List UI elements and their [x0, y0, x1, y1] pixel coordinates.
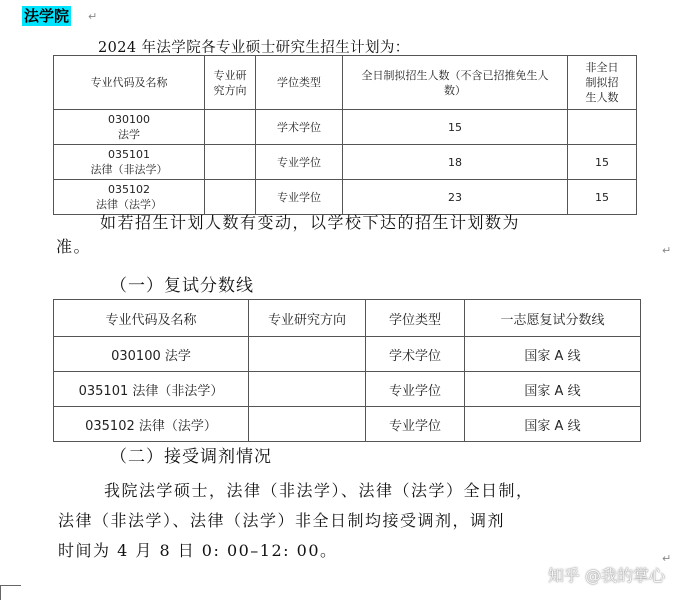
score-line-cell: 国家 A 线: [465, 407, 641, 442]
header-score-line: 一志愿复试分数线: [465, 300, 641, 337]
paragraph-mark: ↵: [88, 10, 98, 23]
degree-cell: 专业学位: [366, 407, 465, 442]
code-name-cell: 035101 法律（非法学）: [54, 372, 249, 407]
header-code-name: 专业代码及名称: [54, 300, 249, 337]
major-code: 035101: [108, 148, 150, 161]
fulltime-cell: 15: [343, 110, 568, 145]
degree-cell: 学术学位: [256, 110, 343, 145]
code-name-cell: [54, 110, 205, 145]
direction-cell: [249, 372, 366, 407]
table-row: [54, 145, 637, 180]
header-direction: 专业研究方向: [205, 56, 256, 110]
degree-cell: 专业学位: [366, 372, 465, 407]
section-title-score-line: （一）复试分数线: [110, 276, 254, 296]
header-degree: 学位类型: [256, 56, 343, 110]
major-name: 法律（法学）: [96, 198, 162, 211]
score-line-table: [53, 299, 641, 442]
intro-text: 2024 年法学院各专业硕士研究生招生计划为：: [98, 40, 410, 56]
score-line-cell: 国家 A 线: [465, 337, 641, 372]
note-line-1: 如若招生计划人数有变动，以学校下达的招生计划数为: [100, 213, 521, 232]
table-row: [54, 110, 637, 145]
major-code: 035102: [108, 183, 150, 196]
direction-cell: [205, 145, 256, 180]
table-row: [54, 337, 641, 372]
parttime-cell: 15: [568, 180, 637, 215]
zhihu-watermark: 知乎 @我的掌心: [547, 566, 665, 585]
page-corner-mark: [0, 585, 21, 600]
degree-cell: 专业学位: [256, 145, 343, 180]
header-code-name: 专业代码及名称: [54, 56, 205, 110]
code-name-cell: [54, 145, 205, 180]
direction-cell: [249, 337, 366, 372]
major-code: 030100: [108, 113, 150, 126]
direction-cell: [205, 110, 256, 145]
table-row: [54, 407, 641, 442]
header-parttime: 非全日制拟招生人数: [568, 56, 637, 110]
major-name: 法学: [118, 128, 140, 141]
table-header-row: [54, 300, 641, 337]
score-line-cell: 国家 A 线: [465, 372, 641, 407]
parttime-cell: [568, 110, 637, 145]
adjust-line-2: 法律（非法学）、法律（法学）非全日制均接受调剂，调剂: [58, 511, 506, 530]
code-name-cell: 030100 法学: [54, 337, 249, 372]
header-direction: 专业研究方向: [249, 300, 366, 337]
parttime-cell: 15: [568, 145, 637, 180]
fulltime-cell: 18: [343, 145, 568, 180]
adjust-line-3: 时间为 4 月 8 日 0: 00–12: 00。: [58, 541, 338, 560]
direction-cell: [249, 407, 366, 442]
major-name: 法律（非法学）: [90, 163, 168, 176]
degree-cell: 专业学位: [256, 180, 343, 215]
note-line-2: 准。: [56, 237, 92, 256]
paragraph-mark: ↵: [662, 552, 672, 565]
degree-cell: 学术学位: [366, 337, 465, 372]
section-title-adjustment: （二）接受调剂情况: [110, 447, 272, 467]
table-header-row: [54, 56, 637, 110]
table-row: [54, 372, 641, 407]
paragraph-mark: ↵: [662, 244, 672, 257]
header-fulltime: 全日制拟招生人数（不含已招推免生人数）: [343, 56, 568, 110]
adjust-line-1: 我院法学硕士，法律（非法学）、法律（法学）全日制，: [104, 481, 534, 500]
college-heading: 法学院: [24, 7, 70, 25]
fulltime-cell: 23: [343, 180, 568, 215]
code-name-cell: 035102 法律（法学）: [54, 407, 249, 442]
enrollment-plan-table: [53, 55, 637, 215]
header-degree: 学位类型: [366, 300, 465, 337]
